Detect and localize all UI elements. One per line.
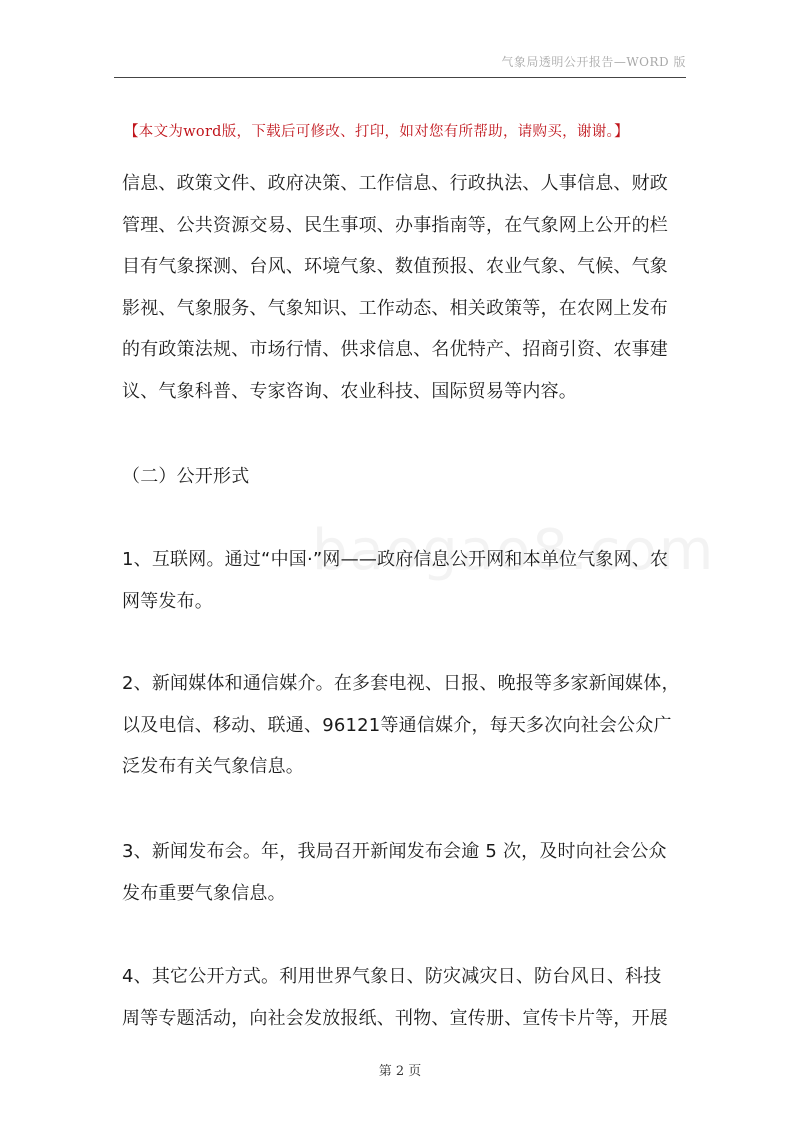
section-heading-text: （二）公开形式 <box>122 466 250 487</box>
text-line: 4、其它公开方式。利用世界气象日、防灾减灾日、防台风日、科技 <box>122 966 662 987</box>
page-header-title: 气象局透明公开报告—WORD 版 <box>501 55 686 69</box>
list-item-other-methods <box>122 956 690 1039</box>
text-line: 周等专题活动，向社会发放报纸、刊物、宣传册、宣传卡片等，开展 <box>122 1007 668 1029</box>
text-line: 议、气象科普、专家咨询、农业科技、国际贸易等内容。 <box>122 380 577 402</box>
text-line: 信息、政策文件、政府决策、工作信息、行政执法、人事信息、财政 <box>122 173 668 194</box>
text-line: 目有气象探测、台风、环境气象、数值预报、农业气象、气候、气象 <box>122 256 668 277</box>
list-item-press-conference <box>122 831 690 914</box>
list-item-internet <box>122 539 690 622</box>
page-number: 第 2 页 <box>378 1064 422 1079</box>
text-line: 的有政策法规、市场行情、供求信息、名优特产、招商引资、农事建 <box>122 339 668 360</box>
purchase-notice: 【本文为word版，下载后可修改、打印，如对您有所帮助，请购买，谢谢。】 <box>124 124 629 140</box>
section-heading <box>122 456 690 498</box>
text-line: 网等发布。 <box>122 590 213 612</box>
text-line: 发布重要气象信息。 <box>122 882 286 904</box>
text-line: 1、互联网。通过“中国·”网——政府信息公开网和本单位气象网、农 <box>122 549 669 570</box>
text-line: 影视、气象服务、气象知识、工作动态、相关政策等，在农网上发布 <box>122 297 668 319</box>
list-item-media <box>122 663 690 788</box>
text-line: 3、新闻发布会。年，我局召开新闻发布会逾 5 次，及时向社会公众 <box>122 841 667 862</box>
paragraph-content-list <box>122 163 690 412</box>
text-line: 泛发布有关气象信息。 <box>122 756 304 777</box>
text-line: 以及电信、移动、联通、96121等通信媒介，每天多次向社会公众广 <box>122 714 672 736</box>
text-line: 2、新闻媒体和通信媒介。在多套电视、日报、晚报等多家新闻媒体， <box>122 673 680 694</box>
text-line: 管理、公共资源交易、民生事项、办事指南等，在气象网上公开的栏 <box>122 214 668 236</box>
header-divider <box>114 77 686 78</box>
